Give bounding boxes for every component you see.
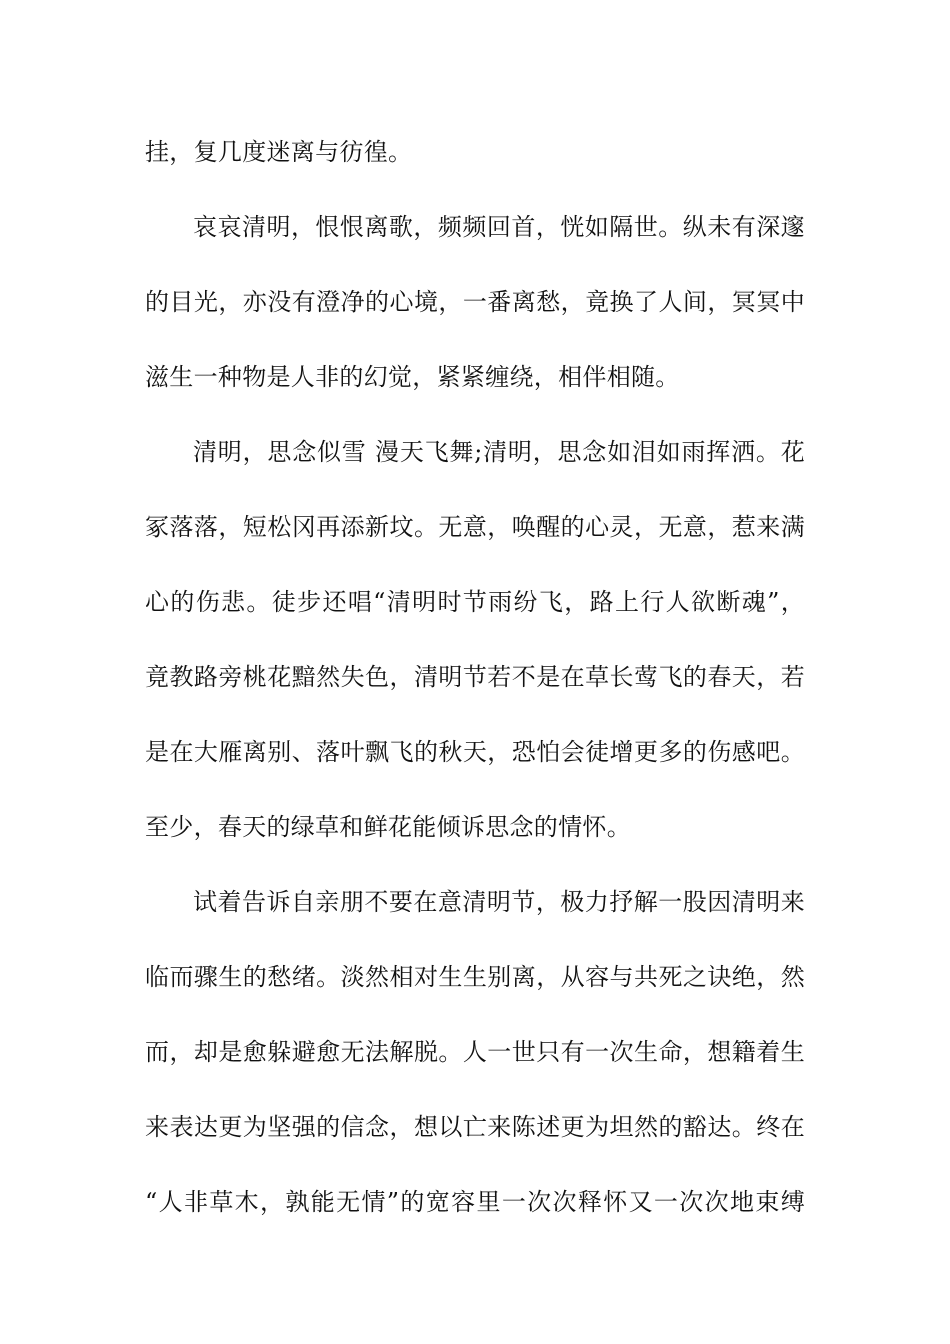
text-line-15: “人非草木，孰能无情”的宽容里一次次释怀又一次次地束缚 <box>145 1188 805 1216</box>
text-line-12: 临而骤生的愁绪。淡然相对生生别离，从容与共死之诀绝，然 <box>145 963 805 991</box>
text-line-14: 来表达更为坚强的信念，想以亡来陈述更为坦然的豁达。终在 <box>145 1113 805 1141</box>
text-line-3: 的目光，亦没有澄净的心境，一番离愁，竟换了人间，冥冥中 <box>145 288 805 316</box>
text-line-11: 试着告诉自亲朋不要在意清明节，极力抒解一股因清明来 <box>193 888 805 916</box>
text-line-5: 清明，思念似雪 漫天飞舞;清明，思念如泪如雨挥洒。花 <box>193 438 805 466</box>
text-line-2: 哀哀清明，恨恨离歌，频频回首，恍如隔世。纵未有深邃 <box>193 213 805 241</box>
text-line-8: 竟教路旁桃花黯然失色，清明节若不是在草长莺飞的春天，若 <box>145 663 805 691</box>
text-line-10: 至少，春天的绿草和鲜花能倾诉思念的情怀。 <box>145 813 631 841</box>
text-line-7: 心的伤悲。徒步还唱“清明时节雨纷飞，路上行人欲断魂”， <box>145 588 805 616</box>
text-line-13: 而，却是愈躲避愈无法解脱。人一世只有一次生命，想籍着生 <box>145 1038 805 1066</box>
text-line-9: 是在大雁离别、落叶飘飞的秋天，恐怕会徒增更多的伤感吧。 <box>145 738 805 766</box>
text-line-1: 挂，复几度迷离与彷徨。 <box>145 138 413 166</box>
text-line-6: 冢落落，短松冈再添新坟。无意，唤醒的心灵，无意，惹来满 <box>145 513 805 541</box>
text-line-4: 滋生一种物是人非的幻觉，紧紧缠绕，相伴相随。 <box>145 363 680 391</box>
